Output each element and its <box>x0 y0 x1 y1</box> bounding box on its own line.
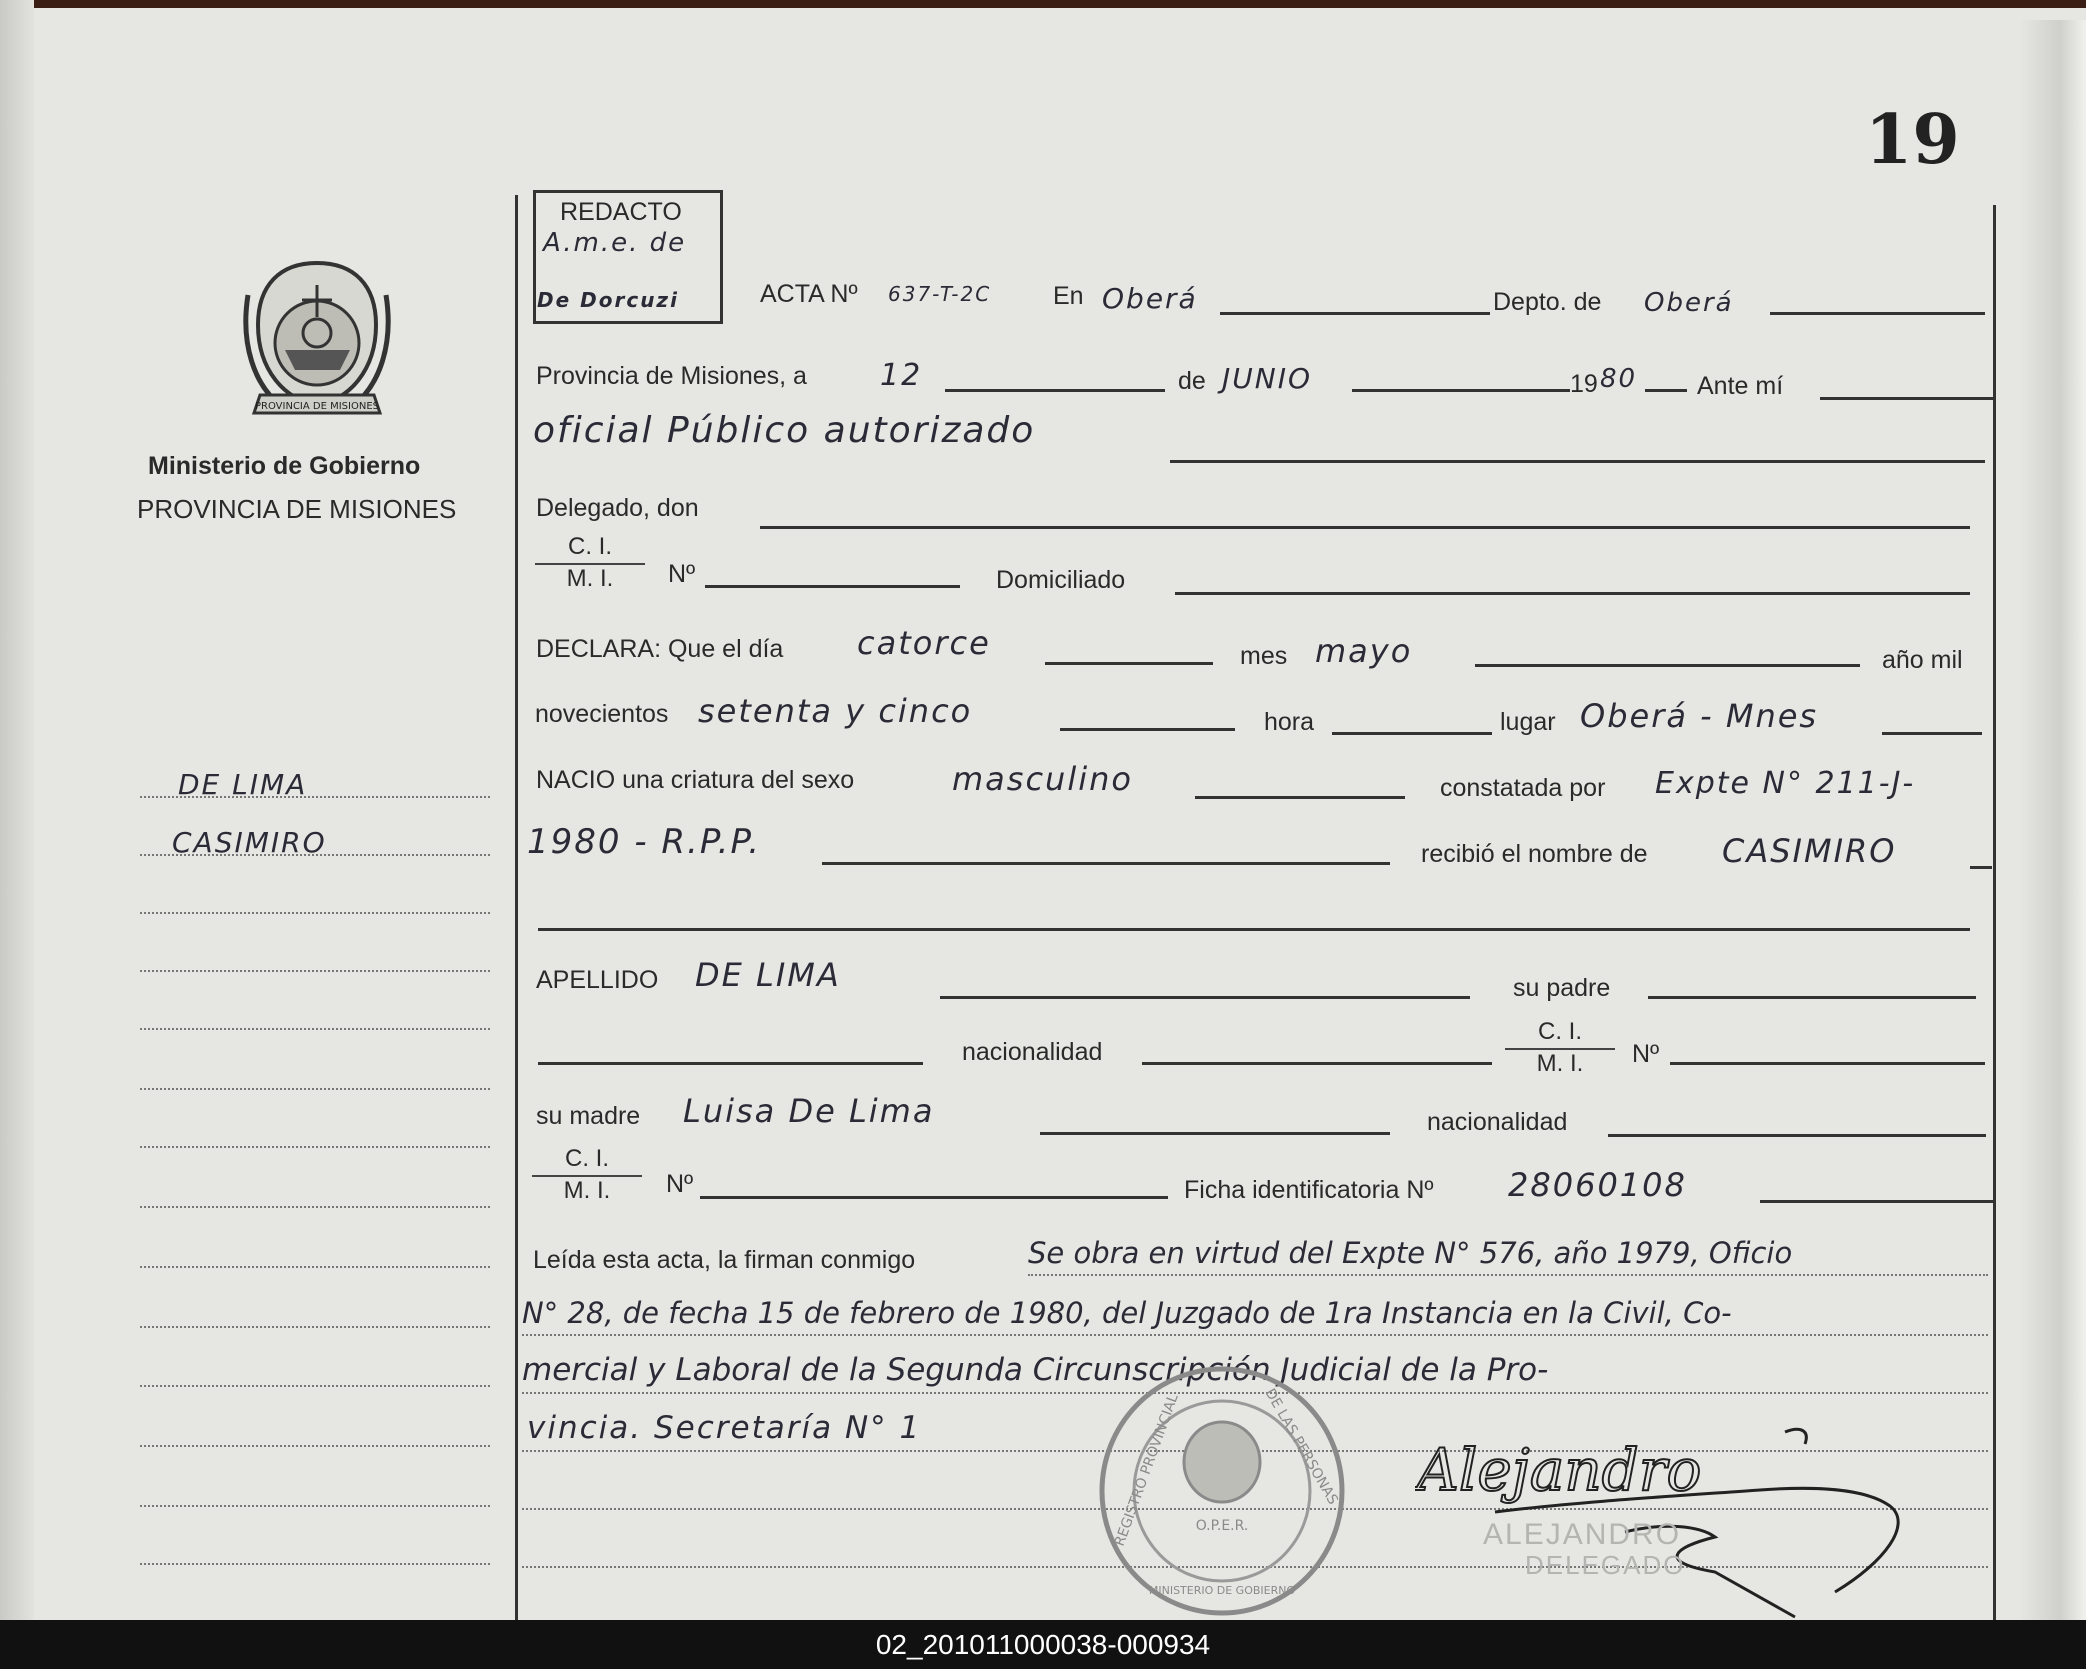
padre-mi-label: M. I. <box>1536 1050 1584 1077</box>
madre-ci-mi-fraction <box>532 1145 642 1205</box>
provincia-label: Provincia de Misiones, a <box>536 362 807 390</box>
observation-dotline <box>1028 1274 1988 1276</box>
oficial-line <box>1170 460 1985 463</box>
padre-label: su padre <box>1513 974 1611 1002</box>
oficial-value: oficial Público autorizado <box>533 410 1036 451</box>
observation-line-3: mercial y Laboral de la Segunda Circunscripción Judicial de la Pro- <box>522 1352 1549 1388</box>
padre-ci-label: C. I. <box>1505 1018 1615 1050</box>
constatada-label: constatada por <box>1440 774 1606 802</box>
padre-nacionalidad-line <box>1142 1062 1492 1065</box>
observation-line-4: vincia. Secretaría N° 1 <box>527 1410 922 1446</box>
ficha-value: 28060108 <box>1508 1166 1687 1204</box>
margin-line <box>140 1505 490 1507</box>
delegado-label: Delegado, don <box>536 494 699 522</box>
nacio-label: NACIO una criatura del sexo <box>536 766 855 794</box>
depto-line <box>1770 312 1985 315</box>
margin-note-name: CASIMIRO <box>172 826 327 859</box>
coat-of-arms-seal <box>240 255 395 425</box>
top-edge <box>0 0 2086 8</box>
dia-line <box>945 389 1165 392</box>
madre-label: su madre <box>536 1102 641 1130</box>
observation-dotline <box>522 1334 1988 1336</box>
redacto-line2: De Dorcuzi <box>537 288 679 312</box>
ante-line <box>1820 397 1995 400</box>
ante-label: Ante mí <box>1697 372 1784 400</box>
ficha-label: Ficha identificatoria Nº <box>1184 1176 1434 1204</box>
lugar-label: lugar <box>1500 708 1556 736</box>
delegate-role: DELEGADO <box>1525 1550 1686 1580</box>
madre-no-line <box>700 1196 1168 1199</box>
padre-name-line <box>538 1062 923 1065</box>
nombre-value: CASIMIRO <box>1722 832 1897 870</box>
mi-label: M. I. <box>566 565 614 592</box>
mes-label: mes <box>1240 642 1288 670</box>
padre-no-line <box>1670 1062 1985 1065</box>
apellido-line <box>940 996 1470 999</box>
acta-number: 637-T-2C <box>888 282 992 306</box>
margin-line <box>140 1563 490 1565</box>
hora-line <box>1332 732 1492 735</box>
padre-nacionalidad-label: nacionalidad <box>962 1038 1103 1066</box>
domiciliado-label: Domiciliado <box>996 566 1126 594</box>
delegate-name: ALEJANDRO <box>1483 1518 1682 1551</box>
de-label: de <box>1178 367 1206 395</box>
en-line <box>1220 312 1490 315</box>
margin-line <box>140 1385 490 1387</box>
margin-line <box>140 796 490 798</box>
ficha-line <box>1760 1200 1995 1203</box>
domiciliado-line <box>1175 592 1970 595</box>
madre-nacionalidad-line <box>1608 1134 1986 1137</box>
nombre-line <box>1970 866 1992 869</box>
novecientos-label: novecientos <box>535 700 669 728</box>
page-number: 19 <box>1865 100 1960 180</box>
official-stamp <box>1095 1362 1350 1620</box>
seal-inscription: PROVINCIA DE MISIONES <box>255 401 379 412</box>
madre-ci-label: C. I. <box>532 1145 642 1177</box>
stamp-text-right: DE LAS PERSONAS <box>1261 1386 1341 1508</box>
madre-value: Luisa De Lima <box>683 1092 935 1130</box>
anio-label: año mil <box>1882 646 1963 674</box>
margin-line <box>140 970 490 972</box>
apellido-value: DE LIMA <box>695 956 841 994</box>
constatada-value: Expte N° 211-J- <box>1655 766 1916 801</box>
padre-no-label: Nº <box>1632 1040 1660 1068</box>
margin-line <box>140 1088 490 1090</box>
leida-label: Leída esta acta, la firman conmigo <box>533 1246 916 1274</box>
mes-nacimiento: mayo <box>1315 632 1413 670</box>
left-binding <box>0 0 34 1620</box>
stamp-text-bottom: MINISTERIO DE GOBIERNO <box>1148 1584 1296 1597</box>
form-right-border <box>1993 205 1996 1620</box>
acta-label: ACTA Nº <box>760 280 858 308</box>
year-prefix: 19 <box>1570 370 1598 398</box>
dia-nacimiento: catorce <box>857 624 991 662</box>
margin-line <box>140 1146 490 1148</box>
delegado-line <box>760 526 1970 529</box>
ministry-name: Ministerio de Gobierno <box>148 452 421 480</box>
redacto-label: REDACTO <box>560 198 682 226</box>
province-name: PROVINCIA DE MISIONES <box>137 494 457 524</box>
sexo-line <box>1195 796 1405 799</box>
margin-line <box>140 912 490 914</box>
dia-value: 12 <box>880 358 923 393</box>
nombre-continuation-line <box>538 928 1970 931</box>
stamp-text-left: REGISTRO PROVINCIAL <box>1111 1391 1182 1549</box>
en-value: Oberá <box>1102 282 1198 315</box>
scan-id-bar <box>0 1620 2086 1669</box>
ci-label: C. I. <box>535 533 645 565</box>
depto-label: Depto. de <box>1493 288 1602 316</box>
declara-label: DECLARA: Que el día <box>536 635 784 663</box>
recibio-label: recibió el nombre de <box>1421 840 1648 868</box>
year-value: 80 <box>1600 364 1638 394</box>
margin-line <box>140 1206 490 1208</box>
no-line <box>705 585 960 588</box>
margin-line <box>140 1445 490 1447</box>
year-line <box>1645 389 1687 392</box>
margin-line <box>140 854 490 856</box>
anio-nacimiento: setenta y cinco <box>698 692 973 730</box>
redacto-line1: A.m.e. de <box>543 228 687 258</box>
observation-line-1: Se obra en virtud del Expte N° 576, año 1979, Oficio <box>1028 1236 1793 1270</box>
ci-mi-fraction <box>535 533 645 593</box>
no-label: Nº <box>668 560 696 588</box>
lugar-line <box>1882 732 1982 735</box>
mes-nac-line <box>1475 664 1860 667</box>
hora-label: hora <box>1264 708 1315 736</box>
madre-no-label: Nº <box>666 1170 694 1198</box>
dia-nac-line <box>1045 662 1213 665</box>
apellido-label: APELLIDO <box>536 966 659 994</box>
margin-line <box>140 1028 490 1030</box>
mes-line <box>1352 389 1570 392</box>
padre-line <box>1648 996 1976 999</box>
madre-line <box>1040 1132 1390 1135</box>
constatada-line <box>822 862 1390 865</box>
anio-nac-line <box>1060 728 1235 731</box>
scan-id: 02_201011000038-000934 <box>875 1629 1211 1660</box>
lugar-value: Oberá - Mnes <box>1580 697 1819 735</box>
form-left-border <box>515 195 518 1620</box>
stamp-text-center: O.P.E.R. <box>1195 1518 1249 1534</box>
depto-value: Oberá <box>1644 288 1734 318</box>
padre-ci-mi-fraction <box>1505 1018 1615 1078</box>
madre-mi-label: M. I. <box>563 1177 611 1204</box>
signature-text: Alejandro <box>1417 1436 1702 1504</box>
margin-line <box>140 1266 490 1268</box>
margin-note-surname: DE LIMA <box>178 768 308 801</box>
right-page-edge <box>2020 20 2086 1620</box>
constatada-value-cont: 1980 - R.P.P. <box>527 822 762 862</box>
sexo-value: masculino <box>952 760 1133 798</box>
margin-line <box>140 1326 490 1328</box>
mes-value: JUNIO <box>1222 362 1312 395</box>
observation-line-2: N° 28, de fecha 15 de febrero de 1980, del Juzgado de 1ra Instancia en la Civil, Co- <box>522 1296 1732 1330</box>
madre-nacionalidad-label: nacionalidad <box>1427 1108 1568 1136</box>
en-label: En <box>1053 282 1084 310</box>
